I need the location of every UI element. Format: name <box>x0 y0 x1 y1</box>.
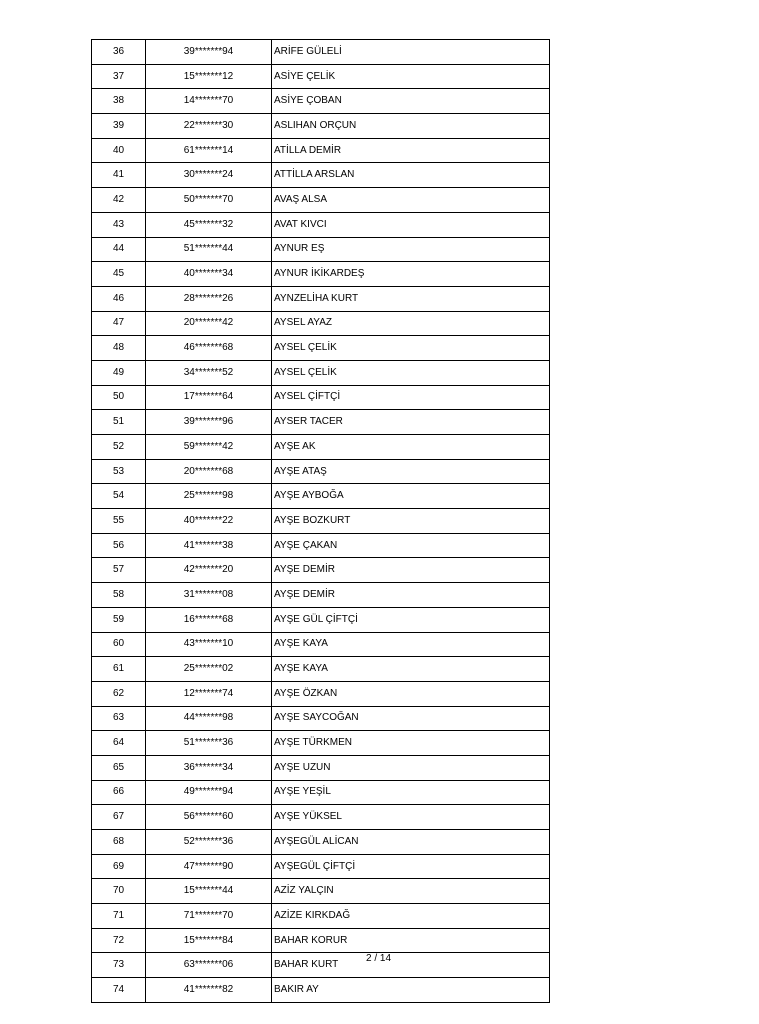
masked-id: 50*******70 <box>146 188 272 213</box>
row-number: 42 <box>92 188 146 213</box>
person-name: AYSEL ÇİFTÇİ <box>272 385 550 410</box>
person-name: AYŞE ÖZKAN <box>272 681 550 706</box>
masked-id: 31*******08 <box>146 583 272 608</box>
person-name: AZİZ YALÇIN <box>272 879 550 904</box>
row-number: 49 <box>92 360 146 385</box>
masked-id: 61*******14 <box>146 138 272 163</box>
masked-id: 63*******06 <box>146 953 272 978</box>
person-name: AYŞE YEŞİL <box>272 780 550 805</box>
person-name: AYŞEGÜL ALİCAN <box>272 830 550 855</box>
masked-id: 15*******44 <box>146 879 272 904</box>
row-number: 45 <box>92 262 146 287</box>
person-name: ASİYE ÇELİK <box>272 64 550 89</box>
person-name: ARİFE GÜLELİ <box>272 40 550 65</box>
table-row <box>92 681 550 706</box>
masked-id: 20*******42 <box>146 311 272 336</box>
person-name: AYŞE SAYCOĞAN <box>272 706 550 731</box>
masked-id: 25*******98 <box>146 484 272 509</box>
row-number: 72 <box>92 928 146 953</box>
table-row <box>92 385 550 410</box>
masked-id: 46*******68 <box>146 336 272 361</box>
table-row <box>92 237 550 262</box>
masked-id: 15*******84 <box>146 928 272 953</box>
row-number: 60 <box>92 632 146 657</box>
row-number: 70 <box>92 879 146 904</box>
row-number: 53 <box>92 459 146 484</box>
person-name: AYŞE TÜRKMEN <box>272 731 550 756</box>
row-number: 38 <box>92 89 146 114</box>
name-list-table <box>91 39 550 1003</box>
masked-id: 56*******60 <box>146 805 272 830</box>
table-row <box>92 40 550 65</box>
row-number: 62 <box>92 681 146 706</box>
masked-id: 12*******74 <box>146 681 272 706</box>
table-row <box>92 978 550 1003</box>
table-row <box>92 484 550 509</box>
row-number: 64 <box>92 731 146 756</box>
masked-id: 20*******68 <box>146 459 272 484</box>
table-row <box>92 583 550 608</box>
person-name: BAHAR KURT <box>272 953 550 978</box>
row-number: 68 <box>92 830 146 855</box>
person-name: AYSER TACER <box>272 410 550 435</box>
person-name: AZİZE KIRKDAĞ <box>272 904 550 929</box>
table-row <box>92 731 550 756</box>
masked-id: 51*******36 <box>146 731 272 756</box>
row-number: 58 <box>92 583 146 608</box>
person-name: AYSEL ÇELİK <box>272 336 550 361</box>
masked-id: 34*******52 <box>146 360 272 385</box>
person-name: ATİLLA DEMİR <box>272 138 550 163</box>
masked-id: 39*******96 <box>146 410 272 435</box>
row-number: 59 <box>92 607 146 632</box>
person-name: BAKIR AY <box>272 978 550 1003</box>
table-row <box>92 311 550 336</box>
masked-id: 59*******42 <box>146 435 272 460</box>
table-row <box>92 262 550 287</box>
row-number: 63 <box>92 706 146 731</box>
table-row <box>92 558 550 583</box>
masked-id: 42*******20 <box>146 558 272 583</box>
row-number: 41 <box>92 163 146 188</box>
masked-id: 45*******32 <box>146 212 272 237</box>
table-row <box>92 706 550 731</box>
table-row <box>92 607 550 632</box>
person-name: AYŞE GÜL ÇİFTÇİ <box>272 607 550 632</box>
row-number: 40 <box>92 138 146 163</box>
person-name: AYŞE ATAŞ <box>272 459 550 484</box>
table-row <box>92 435 550 460</box>
row-number: 73 <box>92 953 146 978</box>
row-number: 67 <box>92 805 146 830</box>
table-row <box>92 163 550 188</box>
masked-id: 15*******12 <box>146 64 272 89</box>
person-name: AYŞE BOZKURT <box>272 509 550 534</box>
person-name: AYŞE AK <box>272 435 550 460</box>
row-number: 57 <box>92 558 146 583</box>
row-number: 54 <box>92 484 146 509</box>
masked-id: 28*******26 <box>146 286 272 311</box>
row-number: 39 <box>92 114 146 139</box>
person-name: AYŞE ÇAKAN <box>272 533 550 558</box>
person-name: AYŞE AYBOĞA <box>272 484 550 509</box>
masked-id: 51*******44 <box>146 237 272 262</box>
masked-id: 36*******34 <box>146 755 272 780</box>
table-row <box>92 336 550 361</box>
table-row <box>92 459 550 484</box>
table-row <box>92 212 550 237</box>
row-number: 43 <box>92 212 146 237</box>
table-row <box>92 509 550 534</box>
table-row <box>92 830 550 855</box>
table-body <box>92 40 550 1003</box>
row-number: 48 <box>92 336 146 361</box>
person-name: AVAŞ ALSA <box>272 188 550 213</box>
row-number: 69 <box>92 854 146 879</box>
person-name: AYŞE KAYA <box>272 632 550 657</box>
table-row <box>92 780 550 805</box>
row-number: 74 <box>92 978 146 1003</box>
row-number: 50 <box>92 385 146 410</box>
masked-id: 22*******30 <box>146 114 272 139</box>
table-row <box>92 188 550 213</box>
table-row <box>92 854 550 879</box>
row-number: 51 <box>92 410 146 435</box>
person-name: ATTİLLA ARSLAN <box>272 163 550 188</box>
table-row <box>92 879 550 904</box>
masked-id: 39*******94 <box>146 40 272 65</box>
table-row <box>92 904 550 929</box>
masked-id: 47*******90 <box>146 854 272 879</box>
table-row <box>92 928 550 953</box>
row-number: 61 <box>92 657 146 682</box>
row-number: 44 <box>92 237 146 262</box>
person-name: ASİYE ÇOBAN <box>272 89 550 114</box>
masked-id: 40*******22 <box>146 509 272 534</box>
masked-id: 41*******38 <box>146 533 272 558</box>
table-row <box>92 533 550 558</box>
person-name: AYSEL AYAZ <box>272 311 550 336</box>
masked-id: 40*******34 <box>146 262 272 287</box>
person-name: AYŞE DEMİR <box>272 583 550 608</box>
person-name: AYŞEGÜL ÇİFTÇİ <box>272 854 550 879</box>
person-name: AYNUR İKİKARDEŞ <box>272 262 550 287</box>
masked-id: 16*******68 <box>146 607 272 632</box>
person-name: AYNZELİHA KURT <box>272 286 550 311</box>
row-number: 65 <box>92 755 146 780</box>
person-name: AYŞE KAYA <box>272 657 550 682</box>
table-row <box>92 360 550 385</box>
masked-id: 71*******70 <box>146 904 272 929</box>
row-number: 56 <box>92 533 146 558</box>
person-name: BAHAR KORUR <box>272 928 550 953</box>
person-name: AYŞE DEMİR <box>272 558 550 583</box>
row-number: 37 <box>92 64 146 89</box>
masked-id: 30*******24 <box>146 163 272 188</box>
table-row <box>92 286 550 311</box>
table-row <box>92 64 550 89</box>
table-row <box>92 410 550 435</box>
masked-id: 43*******10 <box>146 632 272 657</box>
masked-id: 52*******36 <box>146 830 272 855</box>
masked-id: 17*******64 <box>146 385 272 410</box>
table-row <box>92 805 550 830</box>
person-name: AYŞE UZUN <box>272 755 550 780</box>
table-row <box>92 89 550 114</box>
person-name: AYNUR EŞ <box>272 237 550 262</box>
person-name: AYŞE YÜKSEL <box>272 805 550 830</box>
table-row <box>92 138 550 163</box>
row-number: 36 <box>92 40 146 65</box>
table-row <box>92 632 550 657</box>
masked-id: 49*******94 <box>146 780 272 805</box>
masked-id: 25*******02 <box>146 657 272 682</box>
table-row <box>92 755 550 780</box>
masked-id: 41*******82 <box>146 978 272 1003</box>
row-number: 52 <box>92 435 146 460</box>
row-number: 55 <box>92 509 146 534</box>
row-number: 71 <box>92 904 146 929</box>
person-name: AVAT KIVCI <box>272 212 550 237</box>
masked-id: 14*******70 <box>146 89 272 114</box>
masked-id: 44*******98 <box>146 706 272 731</box>
table-row <box>92 657 550 682</box>
row-number: 66 <box>92 780 146 805</box>
person-name: ASLIHAN ORÇUN <box>272 114 550 139</box>
row-number: 46 <box>92 286 146 311</box>
person-name: AYSEL ÇELİK <box>272 360 550 385</box>
page-number: 2 / 14 <box>366 953 392 964</box>
table-row <box>92 114 550 139</box>
row-number: 47 <box>92 311 146 336</box>
table-row <box>92 953 550 978</box>
